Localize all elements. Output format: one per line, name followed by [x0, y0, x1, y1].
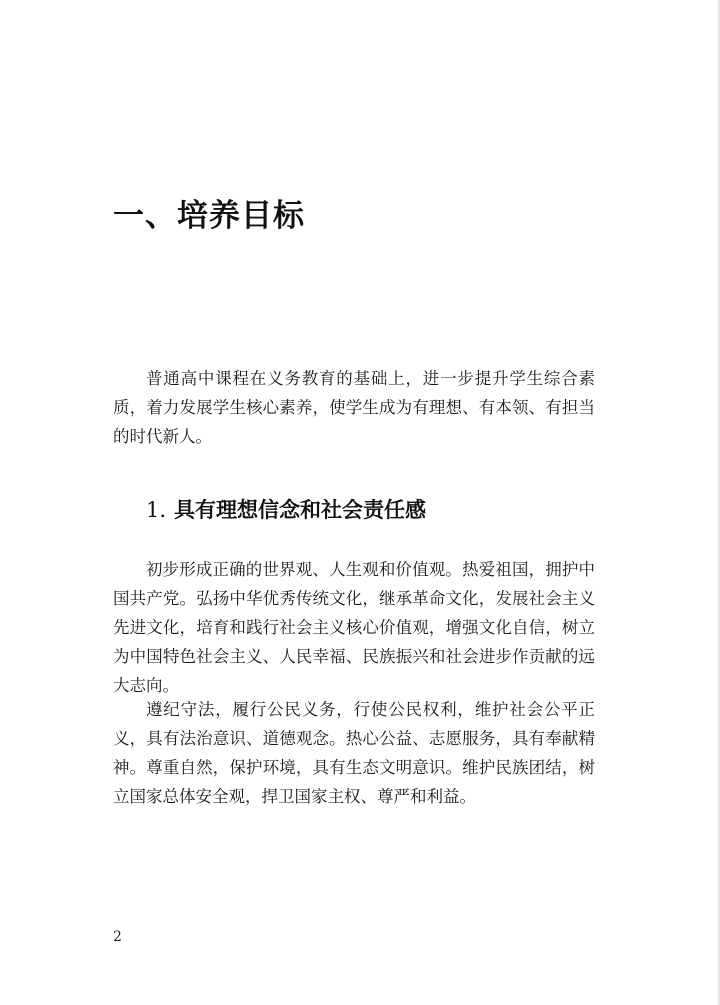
- section-paragraph-2: 遵纪守法，履行公民义务，行使公民权利，维护社会公平正义，具有法治意识、道德观念。热心公益、志愿服务，具有奉献精神。尊重自然，保护环境，具有生态文明意识。维护民族团结，树立国家总体安全观，捍卫国家主权、尊严和利益。: [113, 700, 595, 806]
- section-paragraph-1: 初步形成正确的世界观、人生观和价值观。热爱祖国，拥护中国共产党。弘扬中华优秀传统文化，继承革命文化，发展社会主义先进文化，培育和践行社会主义核心价值观，增强文化自信，树立为中国特色社会主义、人民幸福、民族振兴和社会进步作贡献的远大志向。: [113, 560, 595, 695]
- section-number: 1.: [146, 498, 167, 522]
- section-heading: [146, 494, 426, 526]
- chapter-title: 一、培养目标: [113, 198, 305, 234]
- page-number: 2: [113, 929, 122, 945]
- section-title-text: 具有理想信念和社会责任感: [174, 497, 427, 522]
- intro-paragraph: 普通高中课程在义务教育的基础上，进一步提升学生综合素质，着力发展学生核心素养，使学生成为有理想、有本领、有担当的时代新人。: [113, 369, 595, 446]
